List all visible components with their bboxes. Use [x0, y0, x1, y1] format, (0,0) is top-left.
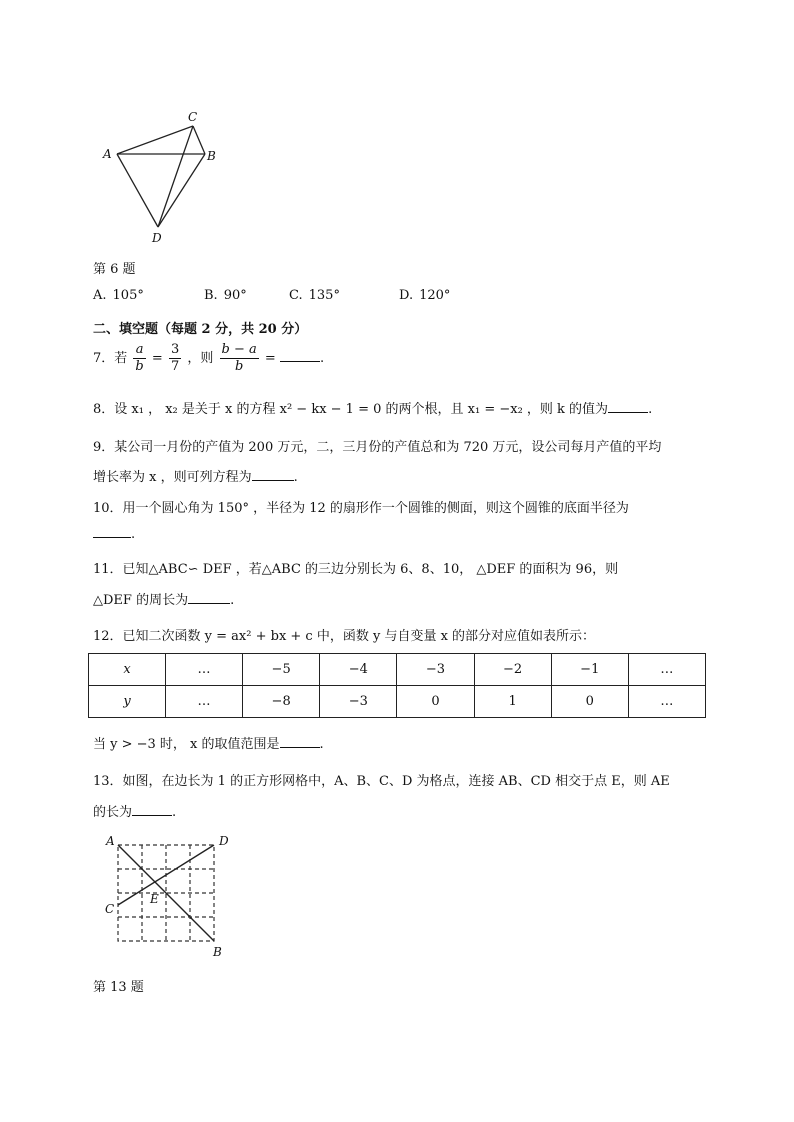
label-c: C	[188, 110, 198, 124]
segment-cd	[158, 126, 193, 227]
label-c: C	[105, 902, 115, 916]
question-13-line1: 13．如图，在边长为 1 的正方形网格中，A、B、C、D 为格点，连接 AB、CD 相交于点 E，则 AE	[93, 774, 670, 789]
table-cell: −3	[397, 654, 474, 686]
fraction-b-minus-a-over-b: $\frac{b - a}{b}$	[221, 342, 257, 374]
table-cell: …	[165, 686, 242, 718]
table-cell: −4	[320, 654, 397, 686]
option-d: D. 120°	[399, 288, 451, 303]
question-9-line2: 增长率为 x ，则可列方程为 .	[93, 470, 298, 485]
label-a: A	[106, 834, 115, 848]
answer-blank-q8[interactable]	[608, 412, 648, 413]
table-row	[89, 654, 706, 686]
table-cell: 0	[397, 686, 474, 718]
label-b: B	[213, 945, 222, 959]
answer-blank-q10[interactable]	[93, 537, 131, 538]
table-cell: …	[628, 686, 705, 718]
answer-blank-q12[interactable]	[280, 747, 320, 748]
table-cell: …	[628, 654, 705, 686]
segment-cb	[193, 126, 205, 154]
question-8: 8．设 x₁ ， x₂ 是关于 x 的方程 x² − kx − 1 = 0 的两个根，且 x₁ = −x₂ ，则 k 的值为 .	[93, 402, 653, 417]
table-cell: y	[89, 686, 166, 718]
question-7: 7．若 $\frac{a}{b}$ = $\frac{3}{7}$ ，则 $\frac{b - a}{b}$ = .	[93, 342, 325, 374]
table-row	[89, 686, 706, 718]
label-b: B	[207, 149, 216, 163]
answer-blank-q7[interactable]	[280, 361, 320, 362]
table-cell: −1	[551, 654, 628, 686]
answer-blank-q13[interactable]	[132, 815, 172, 816]
option-b: B. 90°	[204, 288, 247, 303]
label-e: E	[150, 892, 159, 906]
option-a: A. 105°	[93, 288, 144, 303]
segment-ad	[117, 154, 158, 227]
table-cell: −8	[243, 686, 320, 718]
caption-q13: 第 13 题	[93, 980, 144, 995]
segment-ac	[117, 126, 193, 154]
answer-blank-q11[interactable]	[188, 603, 230, 604]
table-cell: −5	[243, 654, 320, 686]
table-cell: −2	[474, 654, 551, 686]
question-12-condition: 当 y > −3 时， x 的取值范围是 .	[93, 737, 324, 752]
table-cell: x	[89, 654, 166, 686]
label-d: D	[152, 231, 162, 245]
option-c: C. 135°	[289, 288, 340, 303]
question-10-line2: .	[93, 527, 135, 542]
value-table-q12	[88, 653, 706, 718]
question-11-line2: △DEF 的周长为 .	[93, 593, 235, 608]
table-cell: 1	[474, 686, 551, 718]
label-a: A	[103, 147, 112, 161]
table-cell: 0	[551, 686, 628, 718]
table-cell: −3	[320, 686, 397, 718]
answer-blank-q9[interactable]	[252, 480, 294, 481]
question-9-line1: 9．某公司一月份的产值为 200 万元，二，三月份的产值总和为 720 万元，设公司每月产值的平均	[93, 440, 662, 455]
figure-q13-grid	[100, 833, 240, 963]
segment-bd	[158, 154, 205, 227]
caption-q6: 第 6 题	[93, 262, 136, 277]
fraction-a-over-b: $\frac{a}{b}$	[135, 342, 144, 374]
question-12: 12．已知二次函数 y = ax² + bx + c 中，函数 y 与自变量 x 的部分对应值如表所示：	[93, 629, 596, 644]
label-d: D	[219, 834, 229, 848]
figure-q6-diagram	[95, 105, 235, 250]
question-13-line2: 的长为 .	[93, 805, 177, 820]
question-11-line1: 11．已知△ABC∽ DEF ，若△ABC 的三边分别长为 6、8、10， △DEF 的面积为 96，则	[93, 562, 619, 577]
question-10-line1: 10．用一个圆心角为 150° ，半径为 12 的扇形作一个圆锥的侧面，则这个圆锥的底面半径为	[93, 501, 629, 516]
fraction-3-over-7: $\frac{3}{7}$	[170, 342, 180, 374]
section-heading: 二、填空题（每题 2 分，共 20 分）	[93, 322, 308, 337]
table-cell: …	[165, 654, 242, 686]
